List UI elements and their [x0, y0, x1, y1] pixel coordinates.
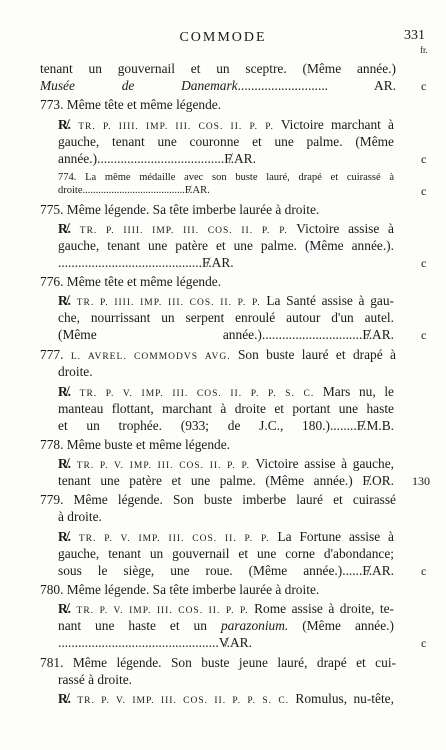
price-mark: c: [421, 564, 427, 578]
text-line: sous le siège, une roue. (Même année.)......F̸.AR.: [58, 563, 394, 578]
text-line: gauche, tenant un gouvernail et une corne d'abondance;: [58, 546, 394, 561]
reverse-line: R̸. TR. P. IIII. IMP. III. COS. II. P. P. La Santé assise à gau-: [58, 293, 394, 308]
reverse-line: R̸. TR. P. V. IMP. III. COS. II. P. P. La Fortune assise à: [58, 529, 394, 544]
text-line: et un trophée. (933; de J.C., 180.)........F̸.M.B.: [58, 418, 394, 433]
text-line: gauche, tenant une couronne et une palme. (Même: [58, 134, 394, 149]
reverse-line: R̸. TR. P. V. IMP. III. COS. II. P. P. Rome assise à droite, te-: [58, 601, 395, 616]
text-line: rassé à droite.: [58, 672, 132, 687]
price-mark: c: [421, 328, 427, 342]
price-mark: 130: [412, 474, 430, 488]
entry-heading: 781. Même légende. Son buste jeune lauré, drapé et cui-: [40, 655, 396, 670]
text-line: gauche, tenant une patère et une palme. (Même année.).: [58, 238, 394, 253]
text-line: che, nourrissant un serpent enroulé autour d'un autel.: [58, 310, 394, 325]
text-line: (Même année.)..............................F̸.AR.: [58, 327, 394, 342]
text-line: à droite.: [58, 509, 102, 524]
price-mark: c: [421, 79, 427, 93]
text-line: droite.: [58, 364, 93, 379]
text-line: ...........................................F̸.AR.: [58, 255, 234, 270]
page-header-title: COMMODE: [179, 30, 267, 45]
reverse-line: R̸. TR. P. V. IMP. III. COS. II. P. P. S. C. Romulus, nu-tête,: [58, 691, 394, 706]
entry-heading: 776. Même tête et même légende.: [40, 274, 222, 289]
text-line: ................................................V̸.AR.: [58, 635, 252, 650]
price-mark: c: [421, 636, 427, 650]
entry-heading: 773. Même tête et même légende.: [40, 97, 222, 112]
price-mark: c: [421, 256, 427, 270]
entry-heading: 779. Même légende. Son buste imberbe lauré et cuirassé: [40, 492, 396, 507]
price-mark: c: [421, 152, 427, 166]
entry-heading: 777. L. AVREL. COMMODVS AVG. Son buste lauré et drapé à: [40, 347, 396, 362]
reverse-line: R̸. TR. P. V. IMP. III. COS. II. P. P. S. C. Mars nu, le: [58, 384, 395, 399]
text-line: Musée de Danemark........................... AR.: [40, 78, 396, 93]
column-label: fr.: [420, 45, 428, 55]
text-line: tenant une patère et une palme. (Même année.) F̸.OR.: [58, 473, 394, 488]
reverse-line: R̸. TR. P. V. IMP. III. COS. II. P. P. Victoire assise à gauche,: [58, 456, 395, 471]
text-line: 774. La même médaille avec son buste lauré, drapé et cuirassé à: [58, 172, 394, 183]
text-line: tenant un gouvernail et un sceptre. (Même année.): [40, 61, 396, 76]
entry-heading: 780. Même légende. Sa tête imberbe laurée à droite.: [40, 582, 320, 597]
text-line: année.)......................................F̸.AR.: [58, 151, 256, 166]
reverse-line: R̸. TR. P. IIII. IMP. III. COS. II. P. P. Victoire assise à: [58, 221, 395, 236]
text-line: droite.......................................F̸.AR.: [58, 185, 210, 196]
price-mark: c: [421, 184, 427, 198]
reverse-line: R̸. TR. P. IIII. IMP. III. COS. II. P. P. Victoire marchant à: [58, 117, 394, 132]
entry-heading: 778. Même buste et même légende.: [40, 437, 231, 452]
page-number: 331: [404, 28, 425, 43]
entry-heading: 775. Même légende. Sa tête imberbe laurée à droite.: [40, 202, 320, 217]
text-line: nant une haste et un parazonium. (Même année.): [58, 618, 394, 633]
text-line: manteau flottant, marchant à droite et portant une haste: [58, 401, 394, 416]
